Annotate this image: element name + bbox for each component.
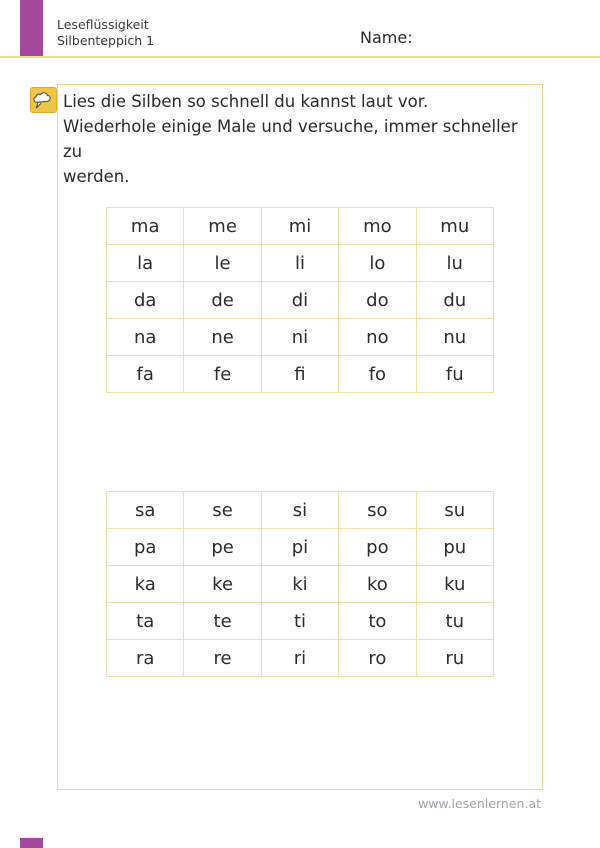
syllable-cell: so — [339, 492, 416, 529]
syllable-cell: ra — [107, 640, 184, 677]
speech-bubble-icon — [32, 89, 55, 111]
page-accent-bar-top — [20, 0, 43, 57]
instruction-chip — [30, 87, 57, 113]
syllable-row — [107, 245, 494, 282]
syllable-cell: si — [261, 492, 338, 529]
syllable-cell: lu — [416, 245, 493, 282]
syllable-row — [107, 492, 494, 529]
syllable-cell: ki — [261, 566, 338, 603]
syllable-row — [107, 282, 494, 319]
syllable-cell: ka — [107, 566, 184, 603]
syllable-row — [107, 529, 494, 566]
syllable-cell: ti — [261, 603, 338, 640]
instruction-line-2: Wiederhole einige Male und versuche, immer schneller zu — [63, 117, 518, 161]
syllable-cell: ni — [261, 319, 338, 356]
syllable-cell: me — [184, 208, 261, 245]
syllable-cell: ta — [107, 603, 184, 640]
syllable-cell: da — [107, 282, 184, 319]
syllable-cell: pu — [416, 529, 493, 566]
syllable-cell: ri — [261, 640, 338, 677]
syllable-cell: fu — [416, 356, 493, 393]
syllable-cell: ma — [107, 208, 184, 245]
syllable-cell: mi — [261, 208, 338, 245]
syllable-cell: mu — [416, 208, 493, 245]
syllable-cell: ke — [184, 566, 261, 603]
syllable-cell: le — [184, 245, 261, 282]
syllable-table-2 — [106, 491, 494, 677]
syllable-cell: ro — [339, 640, 416, 677]
syllable-cell: li — [261, 245, 338, 282]
syllable-cell: pe — [184, 529, 261, 566]
website-link: www.lesenlernen.at — [418, 796, 541, 811]
syllable-row — [107, 208, 494, 245]
instruction-text — [63, 89, 537, 189]
syllable-cell: nu — [416, 319, 493, 356]
syllable-cell: pa — [107, 529, 184, 566]
name-label: Name: — [360, 28, 413, 47]
worksheet-category-label: Leseflüssigkeit — [57, 17, 149, 32]
syllable-row — [107, 603, 494, 640]
syllable-cell: na — [107, 319, 184, 356]
syllable-cell: lo — [339, 245, 416, 282]
syllable-cell: do — [339, 282, 416, 319]
syllable-cell: mo — [339, 208, 416, 245]
syllable-cell: te — [184, 603, 261, 640]
instruction-line-3: werden. — [63, 167, 130, 186]
syllable-cell: la — [107, 245, 184, 282]
syllable-row — [107, 356, 494, 393]
syllable-cell: fe — [184, 356, 261, 393]
syllable-cell: po — [339, 529, 416, 566]
syllable-row — [107, 319, 494, 356]
header-divider-line — [0, 56, 600, 58]
page-accent-bar-bottom — [20, 838, 43, 848]
syllable-cell: de — [184, 282, 261, 319]
syllable-table-1 — [106, 207, 494, 393]
syllable-cell: fa — [107, 356, 184, 393]
syllable-cell: di — [261, 282, 338, 319]
syllable-cell: du — [416, 282, 493, 319]
syllable-cell: no — [339, 319, 416, 356]
syllable-cell: fi — [261, 356, 338, 393]
syllable-cell: sa — [107, 492, 184, 529]
syllable-cell: pi — [261, 529, 338, 566]
syllable-row — [107, 640, 494, 677]
syllable-cell: ne — [184, 319, 261, 356]
syllable-cell: tu — [416, 603, 493, 640]
syllable-cell: se — [184, 492, 261, 529]
instruction-line-1: Lies die Silben so schnell du kannst laut vor. — [63, 92, 429, 111]
syllable-row — [107, 566, 494, 603]
worksheet-title-label: Silbenteppich 1 — [57, 33, 155, 48]
content-border-box — [57, 84, 543, 790]
syllable-cell: su — [416, 492, 493, 529]
syllable-cell: ru — [416, 640, 493, 677]
syllable-cell: to — [339, 603, 416, 640]
syllable-cell: ku — [416, 566, 493, 603]
syllable-cell: ko — [339, 566, 416, 603]
syllable-cell: re — [184, 640, 261, 677]
syllable-cell: fo — [339, 356, 416, 393]
worksheet-header-titles — [57, 17, 154, 49]
